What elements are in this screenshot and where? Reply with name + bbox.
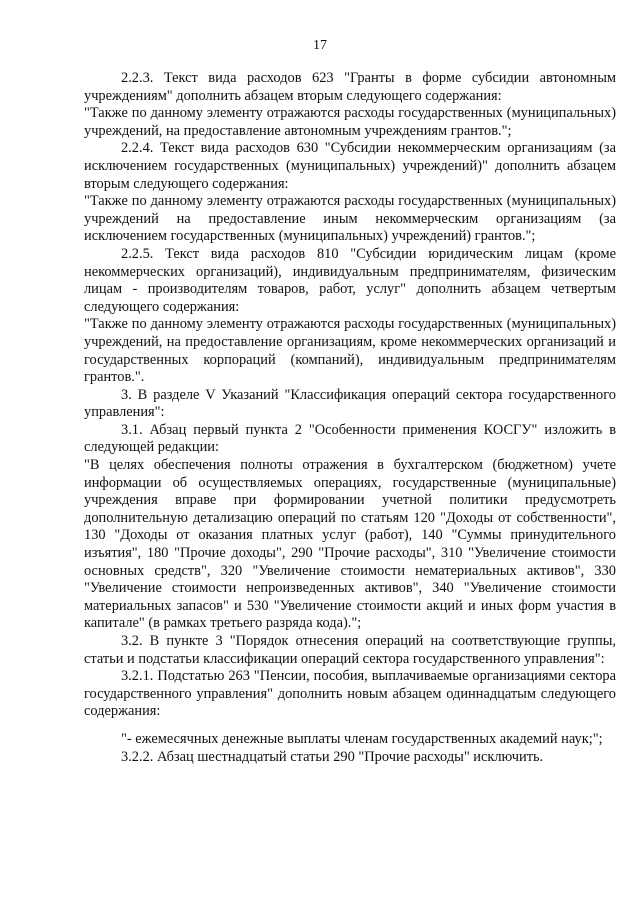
paragraph-3-1: 3.1. Абзац первый пункта 2 "Особенности применения КОСГУ" изложить в следующей редакции:	[84, 421, 616, 456]
paragraph-quote-academies: "- ежемесячных денежные выплаты членам государственных академий наук;";	[121, 730, 603, 747]
paragraph-2-2-5: 2.2.5. Текст вида расходов 810 "Субсидии юридическим лицам (кроме некоммерческих организаций), индивидуальным предпринимателям, физическим лицам - производителям товаров, работ, услуг" дополнить абзацем четвертым следующего содержания:	[84, 245, 616, 315]
paragraph-3-2-1: 3.2.1. Подстатью 263 "Пенсии, пособия, выплачиваемые организациями сектора государственного управления" дополнить новым абзацем одиннадцатым следующего содержания:	[84, 668, 616, 720]
paragraph-quote-grants-nonprofit: "Также по данному элементу отражаются расходы государственных (муниципальных) учреждений на предоставление иным некоммерческим организациям (за исключением государственных (муниципальных) учреждений) грантов.";	[84, 193, 616, 245]
paragraph-2-2-4: 2.2.4. Текст вида расходов 630 "Субсидии некоммерческим организациям (за исключением государственных (муниципальных) учреждений)" дополнить абзацем вторым следующего содержания:	[84, 140, 616, 192]
paragraph-quote-grants-autonomous: "Также по данному элементу отражаются расходы государственных (муниципальных) учреждений, на предоставление автономным учреждениям грантов.";	[84, 105, 616, 139]
paragraph-3-2-2: 3.2.2. Абзац шестнадцатый статьи 290 "Прочие расходы" исключить.	[121, 748, 544, 765]
paragraph-quote-grants-organizations: "Также по данному элементу отражаются расходы государственных (муниципальных) учреждений, на предоставление организациям, кроме некоммерческих организаций и государственных корпораций (компаний), индивидуальным предпринимателям грантов.".	[84, 316, 616, 386]
paragraph-3: 3. В разделе V Указаний "Классификация операций сектора государственного управления":	[84, 386, 616, 421]
page-number: 17	[313, 38, 327, 53]
document-body	[84, 70, 616, 766]
paragraph-quote-kosgu: "В целях обеспечения полноты отражения в бухгалтерском (бюджетном) учете информации об осуществляемых операциях, государственные (муниципальные) учреждения вправе при формировании учетной политики предусмотреть дополнительную детализацию операций по статьям 120 "Доходы от собственности", 130 "Доходы от оказания платных услуг (работ), 140 "Суммы принудительного изъятия", 180 "Прочие доходы", 290 "Прочие расходы", 310 "Увеличение стоимости основных средств", 320 "Увеличение стоимости нематериальных активов", 330 "Увеличение стоимости непроизведенных активов", 340 "Увеличение стоимости материальных запасов" и 530 "Увеличение стоимости акций и иных форм участия в капитале" (в рамках третьего разряда кода).";	[84, 457, 616, 632]
paragraph-2-2-3: 2.2.3. Текст вида расходов 623 "Гранты в форме субсидии автономным учреждениям" дополнить абзацем вторым следующего содержания:	[84, 70, 616, 104]
paragraph-3-2: 3.2. В пункте 3 "Порядок отнесения операций на соответствующие группы, статьи и подстатьи классификации операций сектора государственного управления":	[84, 633, 616, 667]
